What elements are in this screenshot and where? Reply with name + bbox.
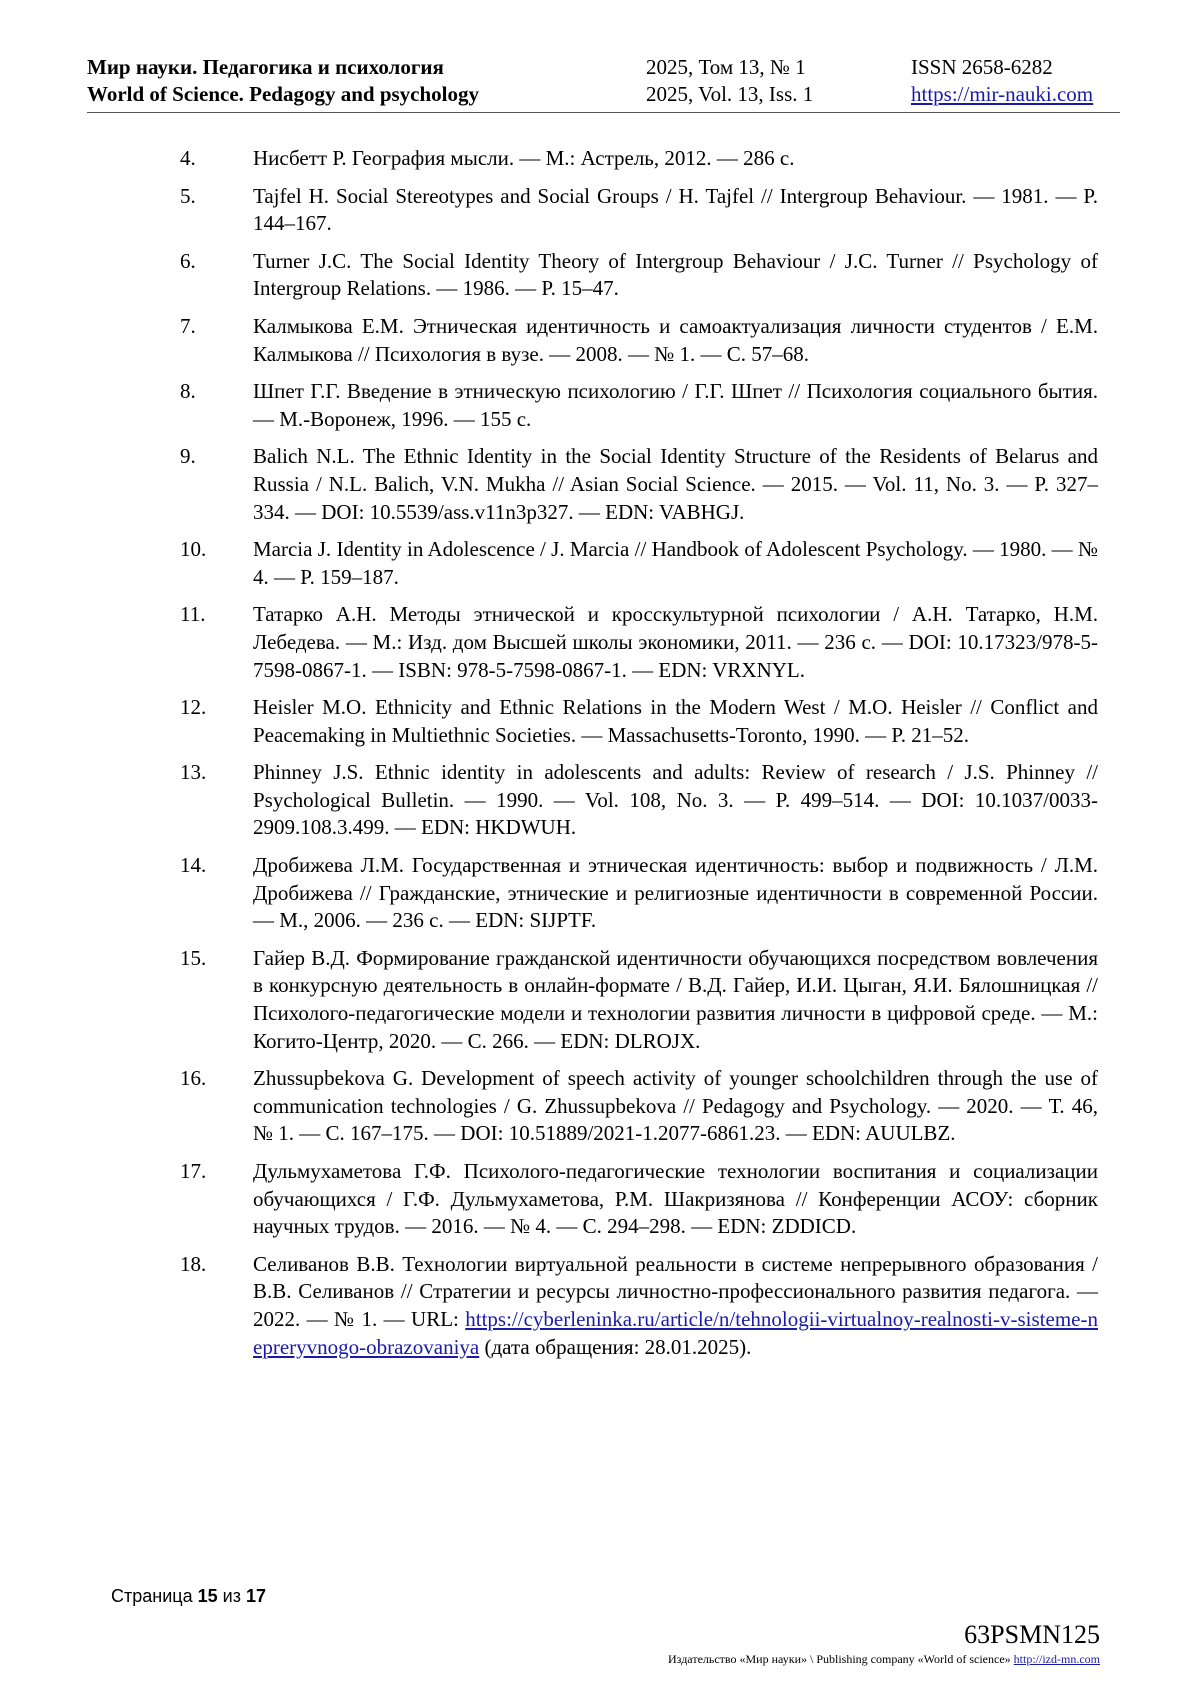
reference-number: 16. bbox=[180, 1066, 207, 1091]
issue-block bbox=[646, 54, 813, 108]
reference-item bbox=[180, 759, 1098, 842]
reference-text: Zhussupbekova G. Development of speech activity of younger schoolchildren through the use of communication technologies / G. Zhussupbekova // Pedagogy and Psychology. — 2020. — Т. 46, № 1. — С. 167–175. — DOI: 10.51889/2021-1.2077-6861.23. — EDN: AUULBZ. bbox=[253, 1066, 1098, 1146]
reference-number: 15. bbox=[180, 945, 207, 970]
journal-title-block bbox=[87, 54, 479, 108]
reference-item bbox=[180, 852, 1098, 935]
reference-text: Phinney J.S. Ethnic identity in adolescents and adults: Review of research / J.S. Phinney // Psychological Bulletin. — 1990. — Vol. 108, No. 3. — P. 499–514. — DOI: 10.1037/0033-2909.108.3.499. — EDN: HKDWUH. bbox=[253, 760, 1098, 840]
reference-text: Шпет Г.Г. Введение в этническую психологию / Г.Г. Шпет // Психология социального бытия. — М.-Воронеж, 1996. — 155 с. bbox=[253, 379, 1098, 431]
publisher-text: Издательство «Мир науки» \ Publishing company «World of science» bbox=[668, 1652, 1014, 1666]
journal-header bbox=[87, 50, 1120, 113]
journal-title-en: World of Science. Pedagogy and psychology bbox=[87, 82, 480, 106]
reference-item bbox=[180, 945, 1098, 1055]
reference-number: 12. bbox=[180, 695, 207, 720]
reference-item bbox=[180, 694, 1098, 749]
reference-number: 9. bbox=[180, 444, 196, 469]
reference-text: Дульмухаметова Г.Ф. Психолого-педагогические технологии воспитания и социализации обучающихся / Г.Ф. Дульмухаметова, Р.М. Шакризянова // Конференции АСОУ: сборник научных трудов. — 2016. — № 4. — С. 294–298. — EDN: ZDDICD. bbox=[253, 1159, 1098, 1239]
reference-text: Heisler M.O. Ethnicity and Ethnic Relations in the Modern West / M.O. Heisler // Conflict and Peacemaking in Multiethnic Societies. — Massachusetts-Toronto, 1990. — P. 21–52. bbox=[253, 695, 1098, 747]
page-current: 15 bbox=[197, 1586, 218, 1606]
reference-item bbox=[180, 443, 1098, 526]
reference-item bbox=[180, 601, 1098, 684]
reference-item-last bbox=[180, 1251, 1098, 1361]
reference-number: 6. bbox=[180, 248, 196, 273]
journal-title-ru: Мир науки. Педагогика и психология bbox=[87, 55, 444, 79]
reference-text: Marcia J. Identity in Adolescence / J. Marcia // Handbook of Adolescent Psychology. — 1980. — № 4. — P. 159–187. bbox=[253, 537, 1098, 589]
page-of: из bbox=[222, 1586, 241, 1606]
reference-item bbox=[180, 145, 1098, 173]
reference-number: 5. bbox=[180, 183, 196, 208]
reference-number: 10. bbox=[180, 537, 207, 562]
reference-text-before: Селиванов В.В. Технологии виртуальной реальности в системе непрерывного образования / В.В. Селиванов // Стратегии и ресурсы личностно-профессионального развития педагога. — 2022. — № 1. — URL: bbox=[253, 1251, 1098, 1331]
reference-item bbox=[180, 1158, 1098, 1241]
issue-en: 2025, Vol. 13, Iss. 1 bbox=[646, 82, 814, 106]
reference-item bbox=[180, 1065, 1098, 1148]
reference-text: Нисбетт Р. География мысли. — М.: Астрель, 2012. — 286 с. bbox=[253, 146, 795, 170]
issue-ru: 2025, Том 13, № 1 bbox=[646, 55, 806, 79]
reference-text-after: (дата обращения: 28.01.2025). bbox=[479, 1334, 752, 1359]
issn: ISSN 2658-6282 bbox=[911, 55, 1053, 79]
reference-text: Татарко А.Н. Методы этнической и кросскультурной психологии / А.Н. Татарко, Н.М. Лебедева. — М.: Изд. дом Высшей школы экономики, 2011. — 236 с. — DOI: 10.17323/978-5-7598-0867-1. — ISBN: 978-5-7598-0867-1. — EDN: VRXNYL. bbox=[253, 602, 1098, 682]
reference-item bbox=[180, 248, 1098, 303]
reference-number: 18. bbox=[180, 1251, 207, 1276]
reference-item bbox=[180, 378, 1098, 433]
publisher-line bbox=[668, 1652, 1100, 1667]
reference-text: Калмыкова Е.М. Этническая идентичность и самоактуализация личности студентов / Е.М. Калмыкова // Психология в вузе. — 2008. — № 1. — С. 57–68. bbox=[253, 313, 1098, 366]
reference-item bbox=[180, 183, 1098, 238]
journal-url-link[interactable]: https://mir-nauki.com bbox=[911, 82, 1094, 106]
reference-number: 11. bbox=[180, 602, 206, 627]
reference-text: Balich N.L. The Ethnic Identity in the Social Identity Structure of the Residents of Belarus and Russia / N.L. Balich, V.N. Mukha // Asian Social Science. — 2015. — Vol. 11, No. 3. — P. 327–334. — DOI: 10.5539/ass.v11n3p327. — EDN: VABHGJ. bbox=[253, 444, 1098, 524]
reference-text: Tajfel H. Social Stereotypes and Social Groups / H. Tajfel // Intergroup Behaviour. — 1981. — P. 144–167. bbox=[253, 183, 1098, 236]
reference-text bbox=[253, 1251, 1098, 1361]
reference-number: 17. bbox=[180, 1159, 207, 1183]
reference-list bbox=[180, 145, 1098, 1371]
reference-url-link[interactable]: https://cyberleninka.ru/article/n/tehnologii-virtualnoy-realnosti-v-sisteme-nepreryvnogo-obrazovaniya bbox=[253, 1306, 1098, 1359]
reference-item bbox=[180, 536, 1098, 591]
page-number bbox=[111, 1586, 266, 1607]
reference-number: 4. bbox=[180, 146, 196, 170]
issn-block bbox=[911, 54, 1093, 108]
reference-text: Дробижева Л.М. Государственная и этническая идентичность: выбор и подвижность / Л.М. Дробижева // Гражданские, этнические и религиозные идентичности в современной России. — М., 2006. — 236 с. — EDN: SIJPTF. bbox=[253, 853, 1098, 933]
reference-item bbox=[180, 313, 1098, 368]
reference-text: Гайер В.Д. Формирование гражданской идентичности обучающихся посредством вовлечения в конкурсную деятельность в онлайн-формате / В.Д. Гайер, И.И. Цыган, Я.И. Бялошницкая // Психолого-педагогические модели и технологии развития личности в цифровой среде. — М.: Когито-Центр, 2020. — С. 266. — EDN: DLROJX. bbox=[253, 945, 1098, 1053]
article-code: 63PSMN125 bbox=[964, 1620, 1100, 1649]
reference-number: 14. bbox=[180, 853, 207, 878]
reference-text: Turner J.C. The Social Identity Theory of Intergroup Behaviour / J.C. Turner // Psychology of Intergroup Relations. — 1986. — P. 15–47. bbox=[253, 248, 1098, 301]
reference-number: 13. bbox=[180, 760, 207, 785]
page-label: Страница bbox=[111, 1586, 193, 1606]
reference-number: 8. bbox=[180, 379, 196, 404]
page-total: 17 bbox=[245, 1586, 267, 1606]
reference-number: 7. bbox=[180, 313, 196, 338]
publisher-url-link[interactable]: http://izd-mn.com bbox=[1013, 1652, 1100, 1666]
